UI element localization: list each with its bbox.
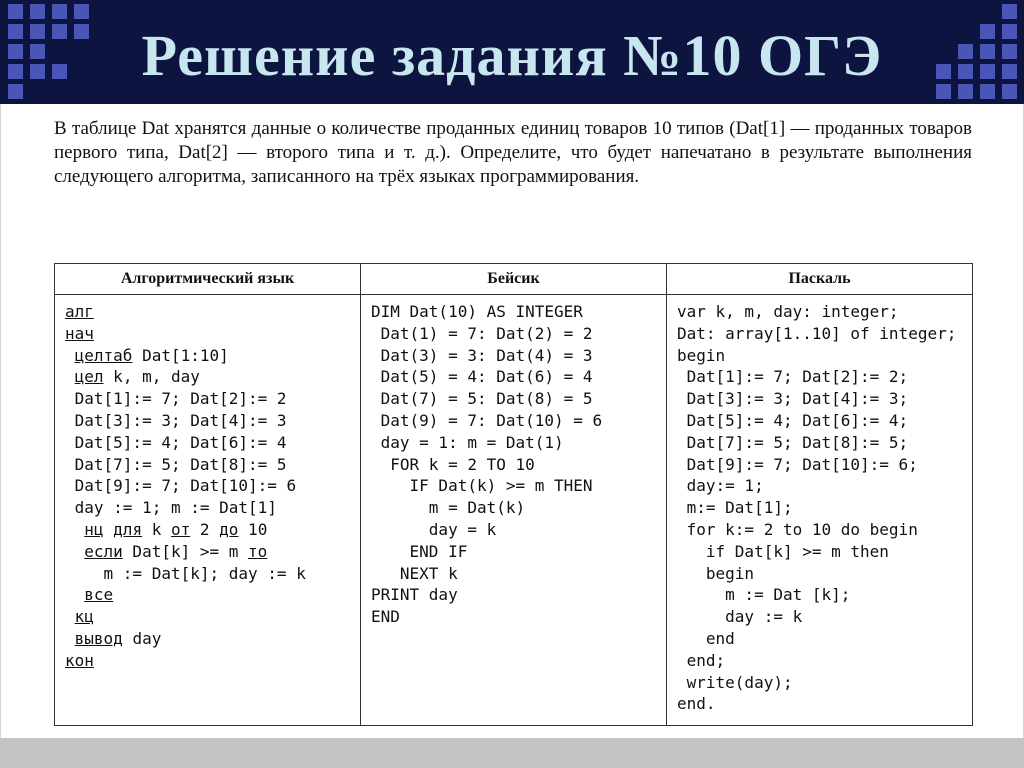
code-line	[65, 301, 360, 323]
code-text	[104, 520, 114, 539]
code-line: NEXT k	[371, 563, 458, 583]
code-line: IF Dat(k) >= m THEN	[371, 476, 593, 496]
code-text: Dat[1]:= 7; Dat[2]:= 2	[65, 389, 287, 409]
code-line: FOR k = 2 TO 10	[371, 454, 535, 474]
code-text: Dat[9]:= 7; Dat[10]:= 6	[65, 476, 297, 496]
keyword: нц	[84, 519, 104, 539]
code-text: Dat[1:10]	[132, 345, 229, 365]
keyword: до	[219, 519, 239, 539]
code-line: m := Dat [k];	[677, 585, 851, 605]
code-text: Dat[3]:= 3; Dat[4]:= 3	[65, 410, 287, 430]
keyword: то	[248, 541, 268, 561]
code-line	[65, 323, 360, 345]
code-line: Dat(7) = 5: Dat(8) = 5	[371, 389, 593, 409]
code-line: END IF	[371, 541, 468, 561]
code-line	[65, 650, 360, 672]
keyword: нач	[65, 323, 94, 343]
keyword: цел	[74, 367, 104, 387]
code-text	[65, 520, 84, 539]
code-line: Dat: array[1..10] of integer;	[677, 323, 957, 343]
code-text: k, m, day	[103, 367, 200, 387]
code-line	[65, 519, 360, 541]
basic-code-cell	[361, 295, 667, 726]
code-line	[65, 606, 360, 628]
code-line: Dat(1) = 7: Dat(2) = 2	[371, 323, 593, 343]
code-line: END	[371, 607, 400, 627]
code-line: m:= Dat[1];	[677, 498, 793, 518]
code-line: day = k	[371, 519, 497, 539]
code-line: end	[677, 628, 735, 648]
code-line	[65, 584, 360, 606]
keyword: вывод	[74, 628, 123, 648]
keyword: кц	[74, 607, 94, 627]
code-line: end;	[677, 650, 726, 670]
table-code-row	[55, 295, 973, 726]
code-text	[65, 629, 75, 648]
code-line	[65, 388, 360, 410]
code-line	[65, 628, 360, 650]
code-line	[65, 432, 360, 454]
code-line: Dat[7]:= 5; Dat[8]:= 5;	[677, 432, 909, 452]
header-pascal: Паскаль	[667, 264, 973, 295]
pascal-code-cell	[667, 295, 973, 726]
code-line: day:= 1;	[677, 476, 764, 496]
code-line: write(day);	[677, 672, 793, 692]
table-header-row	[55, 264, 973, 295]
header-bar	[0, 0, 1024, 104]
code-line: begin	[677, 563, 755, 583]
code-line: m = Dat(k)	[371, 498, 526, 518]
problem-text: В таблице Dat хранятся данные о количестве проданных единиц товаров 10 типов (Dat[1] — проданных товаров первого типа, Dat[2] — второго типа и т. д.). Определите, что будет напечатано в результате выполнения следующего алгоритма, записанного на трёх языках программирования.	[54, 118, 972, 187]
code-text	[65, 346, 75, 365]
code-line	[65, 345, 360, 367]
code-line	[65, 410, 360, 432]
algorithmic-code-cell	[55, 295, 361, 726]
code-text: Dat[k] >= m	[122, 541, 249, 561]
code-line: day := k	[677, 607, 803, 627]
code-line	[65, 497, 360, 519]
code-text: day := 1; m := Dat[1]	[65, 498, 277, 518]
keyword: для	[113, 519, 143, 539]
code-line: end.	[677, 694, 716, 714]
code-line: day = 1: m = Dat(1)	[371, 432, 564, 452]
keyword: если	[84, 541, 123, 561]
code-text	[65, 542, 84, 561]
header-algorithmic: Алгоритмический язык	[55, 264, 361, 295]
code-line: Dat[1]:= 7; Dat[2]:= 2;	[677, 367, 909, 387]
code-text	[65, 585, 84, 604]
code-line	[65, 454, 360, 476]
code-text: Dat[5]:= 4; Dat[6]:= 4	[65, 432, 287, 452]
header-basic: Бейсик	[361, 264, 667, 295]
code-line	[65, 563, 360, 585]
code-text: 2	[190, 519, 220, 539]
keyword: от	[170, 519, 191, 539]
code-text	[65, 367, 75, 386]
code-text: day	[122, 628, 162, 648]
code-text: Dat[7]:= 5; Dat[8]:= 5	[65, 454, 287, 474]
keyword: алг	[65, 302, 94, 321]
code-text	[65, 607, 75, 626]
code-text: k	[142, 519, 171, 539]
code-line	[65, 366, 360, 388]
code-line: if Dat[k] >= m then	[677, 541, 889, 561]
page-title: Решение задания №10 ОГЭ	[141, 23, 883, 88]
code-line: Dat(3) = 3: Dat(4) = 3	[371, 345, 593, 365]
code-line: Dat(5) = 4: Dat(6) = 4	[371, 367, 593, 387]
code-table	[54, 263, 973, 726]
bottom-bar	[0, 738, 1024, 768]
code-line: Dat[9]:= 7; Dat[10]:= 6;	[677, 454, 918, 474]
code-line: var k, m, day: integer;	[677, 302, 899, 321]
code-text: m := Dat[k]; day := k	[65, 563, 306, 583]
code-line: begin	[677, 345, 726, 365]
code-line	[65, 541, 360, 563]
code-text: 10	[238, 519, 268, 539]
keyword: целтаб	[74, 345, 133, 365]
keyword: все	[84, 585, 114, 605]
code-line: DIM Dat(10) AS INTEGER	[371, 302, 583, 321]
code-line: for k:= 2 to 10 do begin	[677, 519, 918, 539]
code-line: PRINT day	[371, 585, 458, 605]
code-line	[65, 475, 360, 497]
keyword: кон	[65, 650, 94, 670]
code-line: Dat(9) = 7: Dat(10) = 6	[371, 410, 603, 430]
code-line: Dat[3]:= 3; Dat[4]:= 3;	[677, 389, 909, 409]
code-line: Dat[5]:= 4; Dat[6]:= 4;	[677, 410, 909, 430]
